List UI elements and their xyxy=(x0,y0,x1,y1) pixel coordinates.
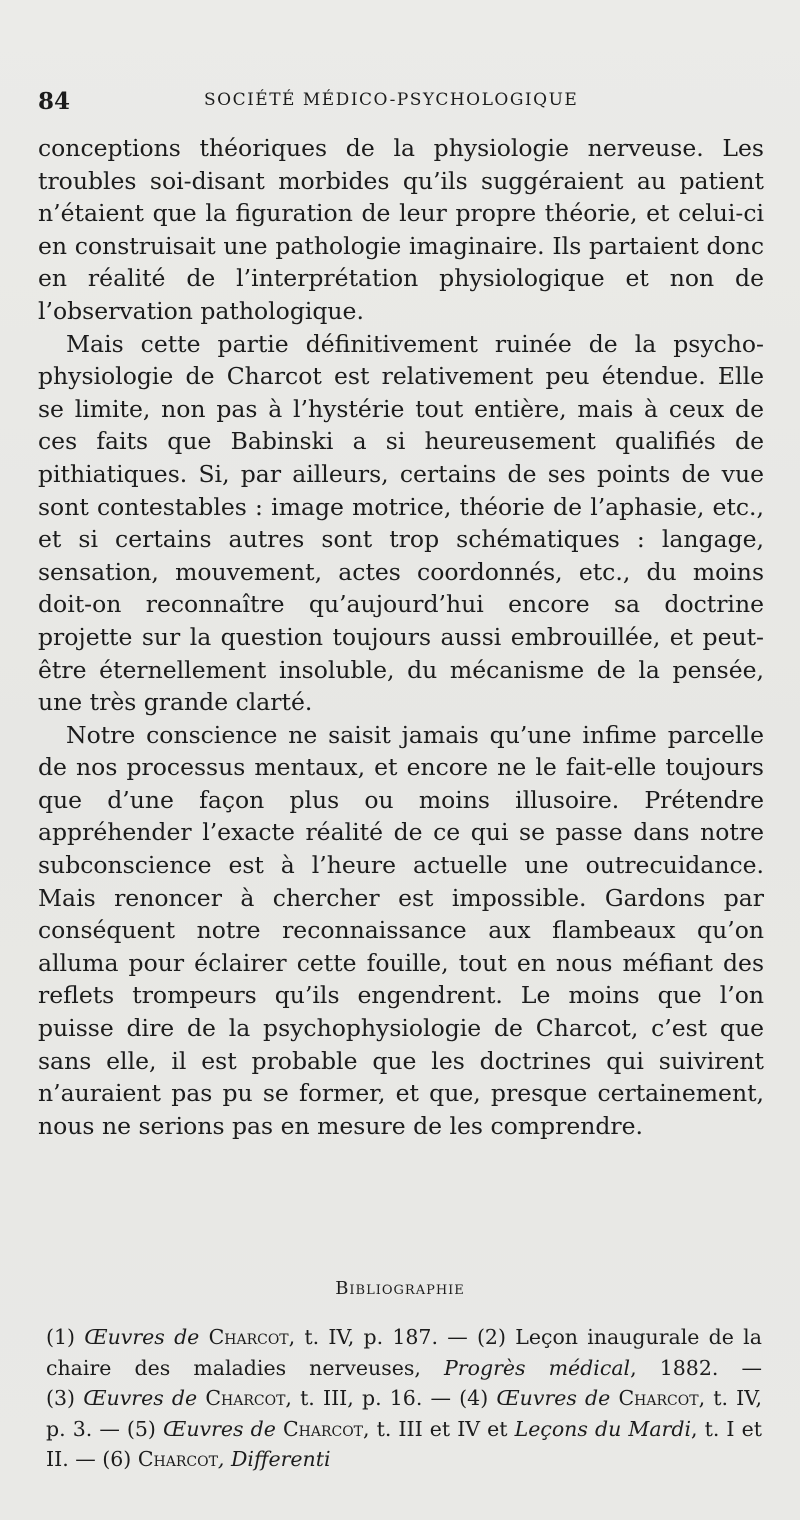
ref-4-title: Œuvres de xyxy=(496,1386,611,1410)
bibliography-entries xyxy=(46,1322,762,1475)
ref-5-title: Œuvres de xyxy=(163,1416,276,1441)
ref-4-author: Charcot xyxy=(618,1386,699,1410)
bibliography-heading: Bibliographie xyxy=(335,1278,465,1299)
page-number: 84 xyxy=(38,88,71,115)
ref-2-year: , 1882. — xyxy=(630,1355,762,1380)
running-title: SOCIÉTÉ MÉDICO-PSYCHOLOGIQUE xyxy=(204,90,579,110)
ref-1-title: Œuvres de xyxy=(84,1325,200,1349)
ref-5-title-2: Leçons du Mardi xyxy=(514,1416,692,1441)
paragraph-2: Mais cette partie définitivement ruinée de la psycho-physiologie de Charcot est relativement peu étendue. Elle se limite, non pas à l’hystérie tout entière, mais à ceux de ces faits que Babinski a si heureusement qualifiés de pithiatiques. Si, par ailleurs, certains de ses points de vue sont contestables : image motrice, théorie de l’aphasie, etc., et si certains autres sont trop schématiques : langage, sensation, mouvement, actes coordonnés, etc., du moins doit-on reconnaître qu’aujourd’hui encore sa doctrine projette sur la question toujours aussi embrouillée, et peut-être éternellement insoluble, du mécanisme de la pensée, une très grande clarté. xyxy=(38,329,764,717)
ref-5-number: (5) xyxy=(126,1416,156,1441)
ref-3-author: Charcot xyxy=(205,1386,286,1410)
ref-5-location: , t. III et IV et xyxy=(363,1416,508,1441)
ref-6-author: Charcot xyxy=(137,1447,218,1471)
ref-5-author: Charcot xyxy=(282,1416,364,1441)
ref-2-number: (2) xyxy=(476,1325,506,1349)
ref-1-number: (1) xyxy=(46,1325,76,1349)
ref-4-location: , t. IV, p. 3. — xyxy=(46,1386,762,1441)
ref-1-location: , t. IV, p. 187. — xyxy=(288,1325,468,1349)
ref-3-title: Œuvres de xyxy=(83,1386,198,1410)
ref-1-author: Charcot xyxy=(208,1325,289,1349)
body-text xyxy=(38,132,764,1142)
ref-3-location: , t. III, p. 16. — xyxy=(285,1386,451,1410)
ref-4-number: (4) xyxy=(459,1386,489,1410)
running-head xyxy=(38,88,764,118)
ref-2-text: Leçon inaugurale de la chaire des maladies nerveuses, xyxy=(46,1325,762,1380)
ref-6-number: (6) xyxy=(102,1447,132,1471)
bibliography-list xyxy=(46,1322,762,1475)
ref-6-title: , Differenti xyxy=(217,1447,331,1471)
ref-2-journal: Progrès médical xyxy=(444,1355,631,1380)
paragraph-3: Notre conscience ne saisit jamais qu’une infime parcelle de nos processus mentaux, et encore ne le fait-elle toujours que d’une façon plus ou moins illusoire. Prétendre appréhender l’exacte réalité de ce qui se passe dans notre subconscience est à l’heure actuelle une outrecuidance. Mais renoncer à chercher est impossible. Gardons par conséquent notre reconnaissance aux flambeaux qu’on alluma pour éclairer cette fouille, tout en nous méfiant des reflets trompeurs qu’ils engendrent. Le moins que l’on puisse dire de la psychophysiologie de Charcot, c’est que sans elle, il est probable que les doctrines qui suivirent n’auraient pas pu se former, et que, presque certainement, nous ne serions pas en mesure de les comprendre. xyxy=(38,720,764,1140)
ref-5-location-2: , t. I et II. — xyxy=(46,1416,762,1471)
paragraph-1: conceptions théoriques de la physiologie nerveuse. Les troubles soi-disant morbides qu’ils suggéraient au patient n’étaient que la figuration de leur propre théorie, et celui-ci en construisait une pathologie imaginaire. Ils partaient donc en réalité de l’interprétation physiologique et non de l’observation pathologique. xyxy=(38,134,764,325)
ref-3-number: (3) xyxy=(46,1386,76,1410)
